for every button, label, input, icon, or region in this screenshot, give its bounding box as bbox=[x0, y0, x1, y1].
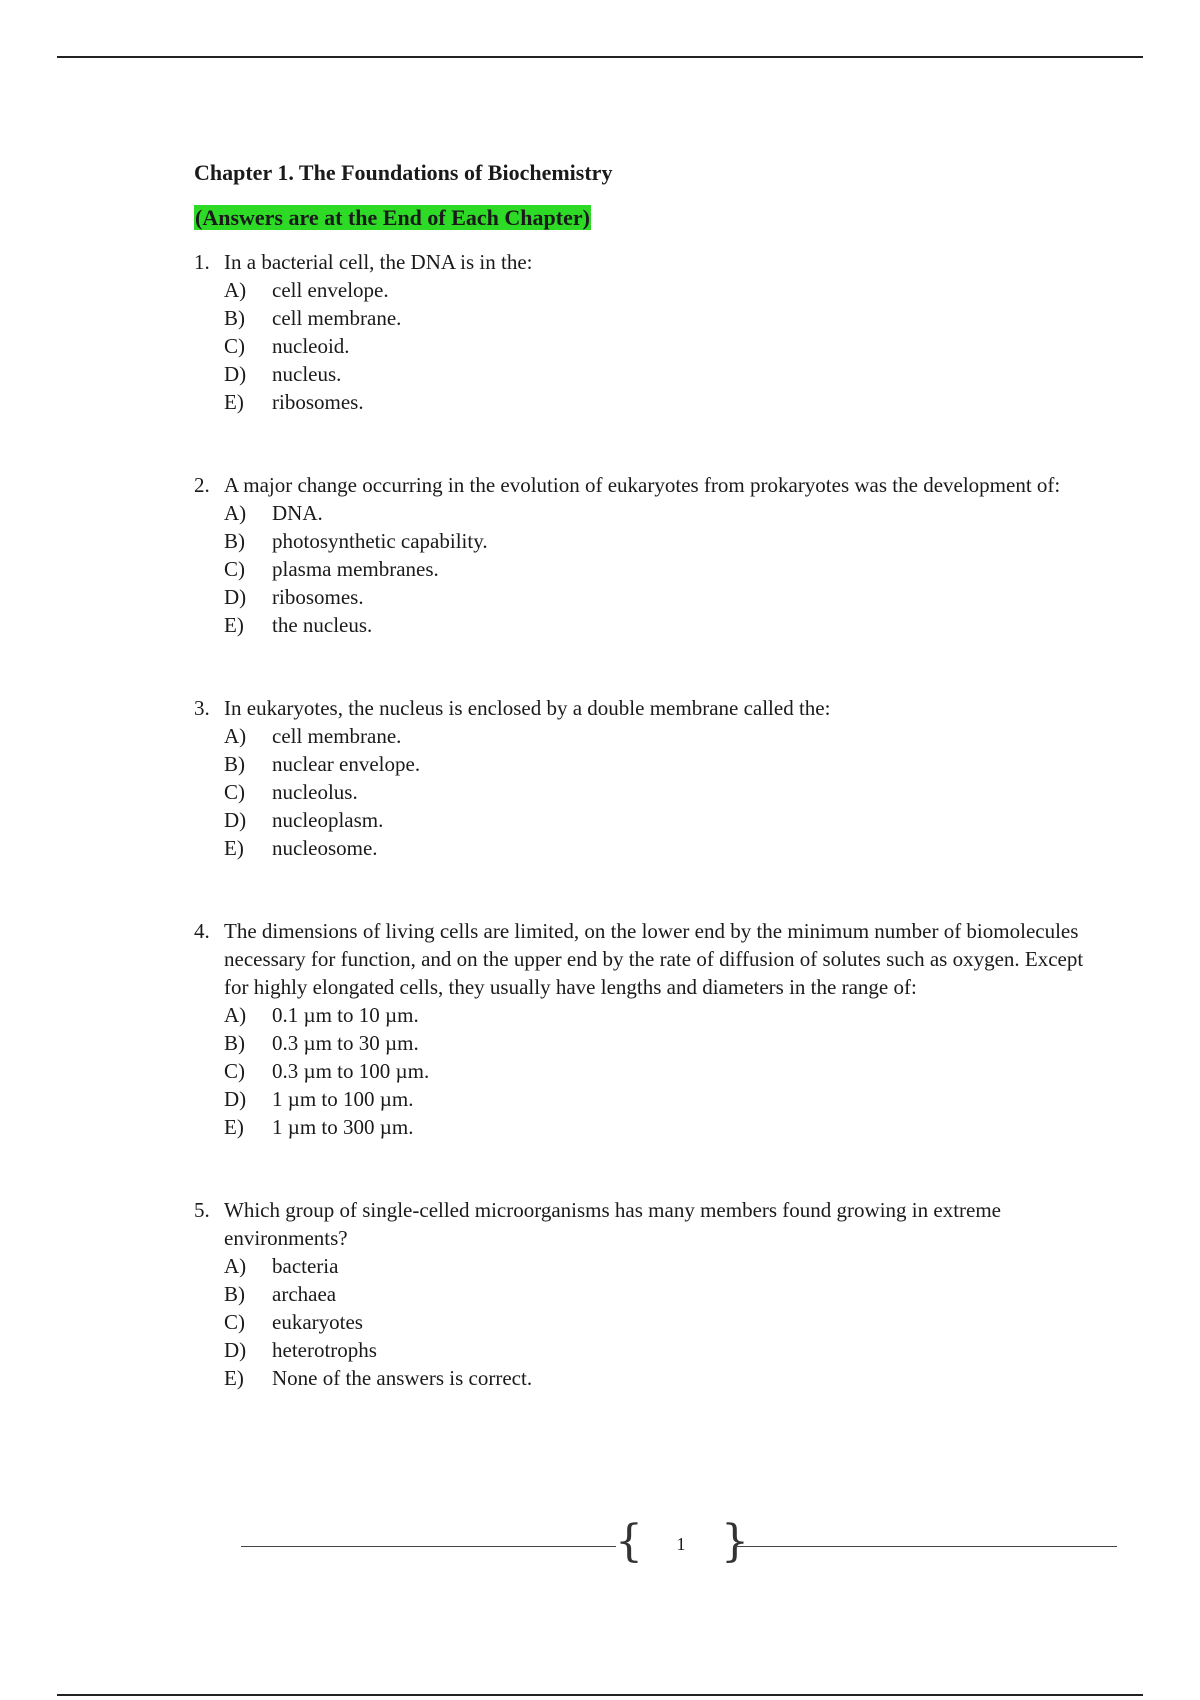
option-letter: A) bbox=[224, 278, 247, 302]
answer-option-a bbox=[224, 276, 1094, 304]
option-letter: D) bbox=[224, 1338, 247, 1362]
option-text: heterotrophs bbox=[272, 1338, 377, 1362]
option-text: DNA. bbox=[272, 501, 323, 525]
option-text: nucleolus. bbox=[272, 780, 358, 804]
answer-option-e bbox=[224, 1364, 1094, 1392]
footer-rule-right bbox=[735, 1546, 1117, 1547]
question-stem: A major change occurring in the evolution of eukaryotes from prokaryotes was the development of: bbox=[224, 473, 1061, 497]
chapter-title: Chapter 1. The Foundations of Biochemistry bbox=[194, 160, 613, 185]
answer-option-e bbox=[224, 1113, 1094, 1141]
answer-option-b bbox=[224, 750, 1094, 778]
option-letter: B) bbox=[224, 306, 245, 330]
question-number: 3. bbox=[194, 696, 210, 720]
answer-option-d bbox=[224, 806, 1094, 834]
page-number: 1 bbox=[676, 1534, 686, 1554]
answer-option-a bbox=[224, 722, 1094, 750]
option-text: ribosomes. bbox=[272, 585, 364, 609]
option-letter: E) bbox=[224, 1366, 244, 1390]
option-letter: A) bbox=[224, 724, 247, 748]
option-text: cell membrane. bbox=[272, 724, 402, 748]
option-letter: B) bbox=[224, 1031, 245, 1055]
option-letter: D) bbox=[224, 808, 247, 832]
document-body bbox=[194, 158, 1094, 1392]
question-4 bbox=[194, 917, 1094, 1141]
option-text: the nucleus. bbox=[272, 613, 373, 637]
answer-option-a bbox=[224, 499, 1094, 527]
answers-note-line bbox=[194, 203, 1094, 236]
left-brace: { bbox=[615, 1516, 643, 1567]
option-letter: A) bbox=[224, 1003, 247, 1027]
option-text: 1 µm to 300 µm. bbox=[272, 1115, 414, 1139]
question-stem: In eukaryotes, the nucleus is enclosed by a double membrane called the: bbox=[224, 696, 831, 720]
answer-options bbox=[224, 1252, 1094, 1392]
answer-option-d bbox=[224, 1336, 1094, 1364]
question-number: 4. bbox=[194, 919, 210, 943]
option-text: photosynthetic capability. bbox=[272, 529, 488, 553]
question-5 bbox=[194, 1196, 1094, 1392]
option-text: bacteria bbox=[272, 1254, 339, 1278]
option-text: ribosomes. bbox=[272, 390, 364, 414]
option-letter: C) bbox=[224, 334, 245, 358]
option-letter: C) bbox=[224, 780, 245, 804]
answer-options bbox=[224, 722, 1094, 862]
option-letter: B) bbox=[224, 1282, 245, 1306]
answer-option-b bbox=[224, 1280, 1094, 1308]
option-text: nucleoid. bbox=[272, 334, 350, 358]
option-letter: C) bbox=[224, 1310, 245, 1334]
answer-option-c bbox=[224, 1057, 1094, 1085]
option-letter: A) bbox=[224, 501, 247, 525]
question-number: 5. bbox=[194, 1198, 210, 1222]
option-letter: E) bbox=[224, 613, 244, 637]
option-letter: B) bbox=[224, 752, 245, 776]
answer-option-d bbox=[224, 1085, 1094, 1113]
question-2 bbox=[194, 471, 1094, 639]
option-text: 0.1 µm to 10 µm. bbox=[272, 1003, 419, 1027]
answer-option-a bbox=[224, 1001, 1094, 1029]
answer-option-b bbox=[224, 1029, 1094, 1057]
option-letter: C) bbox=[224, 1059, 245, 1083]
option-letter: D) bbox=[224, 585, 247, 609]
footer-rule-left bbox=[241, 1546, 616, 1547]
question-spacer bbox=[194, 862, 1094, 917]
option-text: eukaryotes bbox=[272, 1310, 363, 1334]
answer-option-d bbox=[224, 360, 1094, 388]
option-letter: E) bbox=[224, 1115, 244, 1139]
answer-option-e bbox=[224, 388, 1094, 416]
right-brace: } bbox=[721, 1516, 749, 1567]
option-letter: E) bbox=[224, 836, 244, 860]
question-number: 1. bbox=[194, 250, 210, 274]
question-stem: The dimensions of living cells are limited, on the lower end by the minimum number of biomolecules necessary for function, and on the upper end by the rate of diffusion of solutes such as oxygen. Except for highly elongated cells, they usually have lengths and diameters in the range of: bbox=[224, 919, 1084, 999]
answer-options bbox=[224, 499, 1094, 639]
question-stem: Which group of single-celled microorganisms has many members found growing in extreme environments? bbox=[224, 1198, 1001, 1250]
option-text: archaea bbox=[272, 1282, 337, 1306]
answer-option-e bbox=[224, 611, 1094, 639]
option-text: plasma membranes. bbox=[272, 557, 439, 581]
answer-option-d bbox=[224, 583, 1094, 611]
question-spacer bbox=[194, 1141, 1094, 1196]
answer-option-c bbox=[224, 1308, 1094, 1336]
answer-options bbox=[224, 276, 1094, 416]
option-text: nucleoplasm. bbox=[272, 808, 384, 832]
answer-options bbox=[224, 1001, 1094, 1141]
top-rule bbox=[57, 56, 1143, 58]
answer-option-e bbox=[224, 834, 1094, 862]
option-text: nucleus. bbox=[272, 362, 342, 386]
answer-option-c bbox=[224, 555, 1094, 583]
option-text: 0.3 µm to 30 µm. bbox=[272, 1031, 419, 1055]
option-text: 1 µm to 100 µm. bbox=[272, 1087, 414, 1111]
answer-option-a bbox=[224, 1252, 1094, 1280]
question-spacer bbox=[194, 416, 1094, 471]
option-letter: B) bbox=[224, 529, 245, 553]
answer-option-c bbox=[224, 778, 1094, 806]
option-text: nuclear envelope. bbox=[272, 752, 421, 776]
question-3 bbox=[194, 694, 1094, 862]
question-number: 2. bbox=[194, 473, 210, 497]
question-spacer bbox=[194, 639, 1094, 694]
option-letter: D) bbox=[224, 362, 247, 386]
answers-note: (Answers are at the End of Each Chapter) bbox=[195, 205, 590, 230]
option-text: nucleosome. bbox=[272, 836, 378, 860]
option-text: None of the answers is correct. bbox=[272, 1366, 533, 1390]
option-text: cell envelope. bbox=[272, 278, 389, 302]
answer-option-b bbox=[224, 304, 1094, 332]
option-letter: C) bbox=[224, 557, 245, 581]
option-letter: D) bbox=[224, 1087, 247, 1111]
option-text: 0.3 µm to 100 µm. bbox=[272, 1059, 430, 1083]
bottom-rule bbox=[57, 1694, 1143, 1696]
answer-option-b bbox=[224, 527, 1094, 555]
page-footer bbox=[241, 1516, 1117, 1567]
question-1 bbox=[194, 248, 1094, 416]
option-letter: E) bbox=[224, 390, 244, 414]
answer-option-c bbox=[224, 332, 1094, 360]
option-letter: A) bbox=[224, 1254, 247, 1278]
option-text: cell membrane. bbox=[272, 306, 402, 330]
question-stem: In a bacterial cell, the DNA is in the: bbox=[224, 250, 533, 274]
